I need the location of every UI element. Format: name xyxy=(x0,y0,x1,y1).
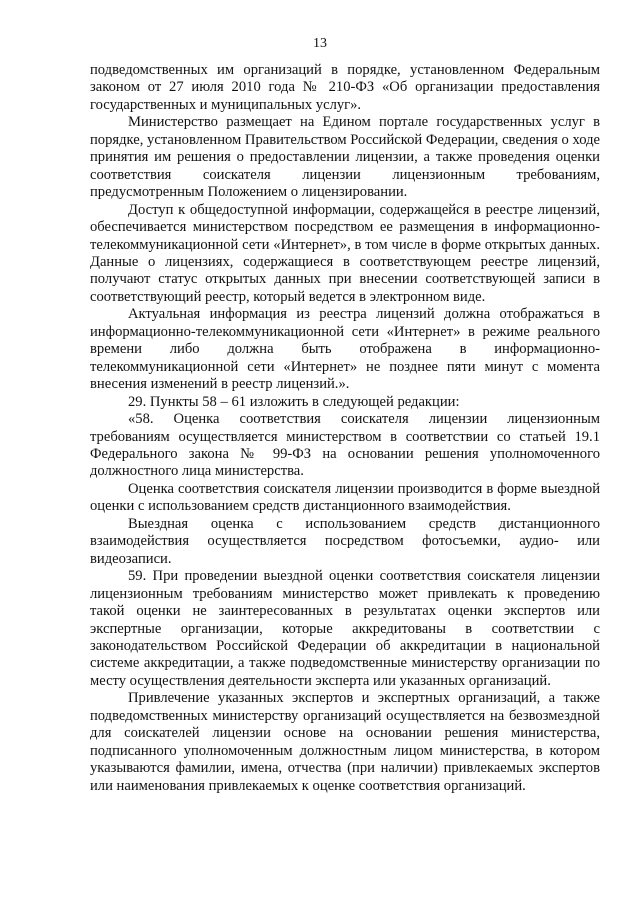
paragraph: Выездная оценка с использованием средств дистанционного взаимодействия осуществляется посредством фотосъемки, аудио- или видеозаписи. xyxy=(90,515,600,567)
paragraph: подведомственных им организаций в порядке, установленном Федеральным законом от 27 июля 2010 года № 210-ФЗ «Об организации предоставления государственных и муниципальных услуг». xyxy=(90,62,600,113)
paragraph: 59. При проведении выездной оценки соответствия соискателя лицензии лицензионным требованиям министерство может привлекать к проведению такой оценки не заинтересованных в результатах оценки экспертов или экспертные организации, которые аккредитованы в соответствии с законодательством Российской Федерации об аккредитации в национальной системе аккредитации, а также подведомственные министерству организации по месту осуществления деятельности эксперта или указанных организаций. xyxy=(90,568,600,689)
paragraph: Доступ к общедоступной информации, содержащейся в реестре лицензий, обеспечивается министерством посредством ее размещения в информационно-телекоммуникационной сети «Интернет», в том числе в форме открытых данных. Данные о лицензиях, содержащиеся в соответствующем реестре лицензий, получают статус открытых данных при внесении соответствующей записи в соответствующий реестр, который ведется в электронном виде. xyxy=(90,201,600,305)
paragraph: Министерство размещает на Едином портале государственных услуг в порядке, установленном Правительством Российской Федерации, сведения о ходе принятия им решения о предоставлении лицензии, а также проведения оценки соответствия соискателя лицензии лицензионным требованиям, предусмотренным Положением о лицензировании. xyxy=(90,114,600,201)
paragraph: Актуальная информация из реестра лицензий должна отображаться в информационно-телекоммуникационной сети «Интернет» в режиме реального времени либо должна быть отображена в информационно-телекоммуникационной сети «Интернет» не позднее пяти минут с момента внесения изменений в реестр лицензий.». xyxy=(90,306,600,393)
document-body xyxy=(90,62,600,795)
page-number: 13 xyxy=(313,36,327,51)
paragraph: 29. Пункты 58 – 61 изложить в следующей редакции: xyxy=(128,393,460,410)
paragraph: Оценка соответствия соискателя лицензии производится в форме выездной оценки с использованием средств дистанционного взаимодействия. xyxy=(90,480,600,515)
paragraph: Привлечение указанных экспертов и экспертных организаций, а также подведомственных министерству организаций осуществляется на безвозмездной для соискателей лицензии основе на основании решения министерства, подписанного уполномоченным должностным лицом министерства, в котором указываются фамилии, имена, отчества (при наличии) привлекаемых экспертов или наименования привлекаемых к оценке соответствия организаций. xyxy=(90,690,600,794)
paragraph: «58. Оценка соответствия соискателя лицензии лицензионным требованиям осуществляется министерством в соответствии со статьей 19.1 Федерального закона № 99-ФЗ на основании решения уполномоченного должностного лица министерства. xyxy=(90,411,600,480)
